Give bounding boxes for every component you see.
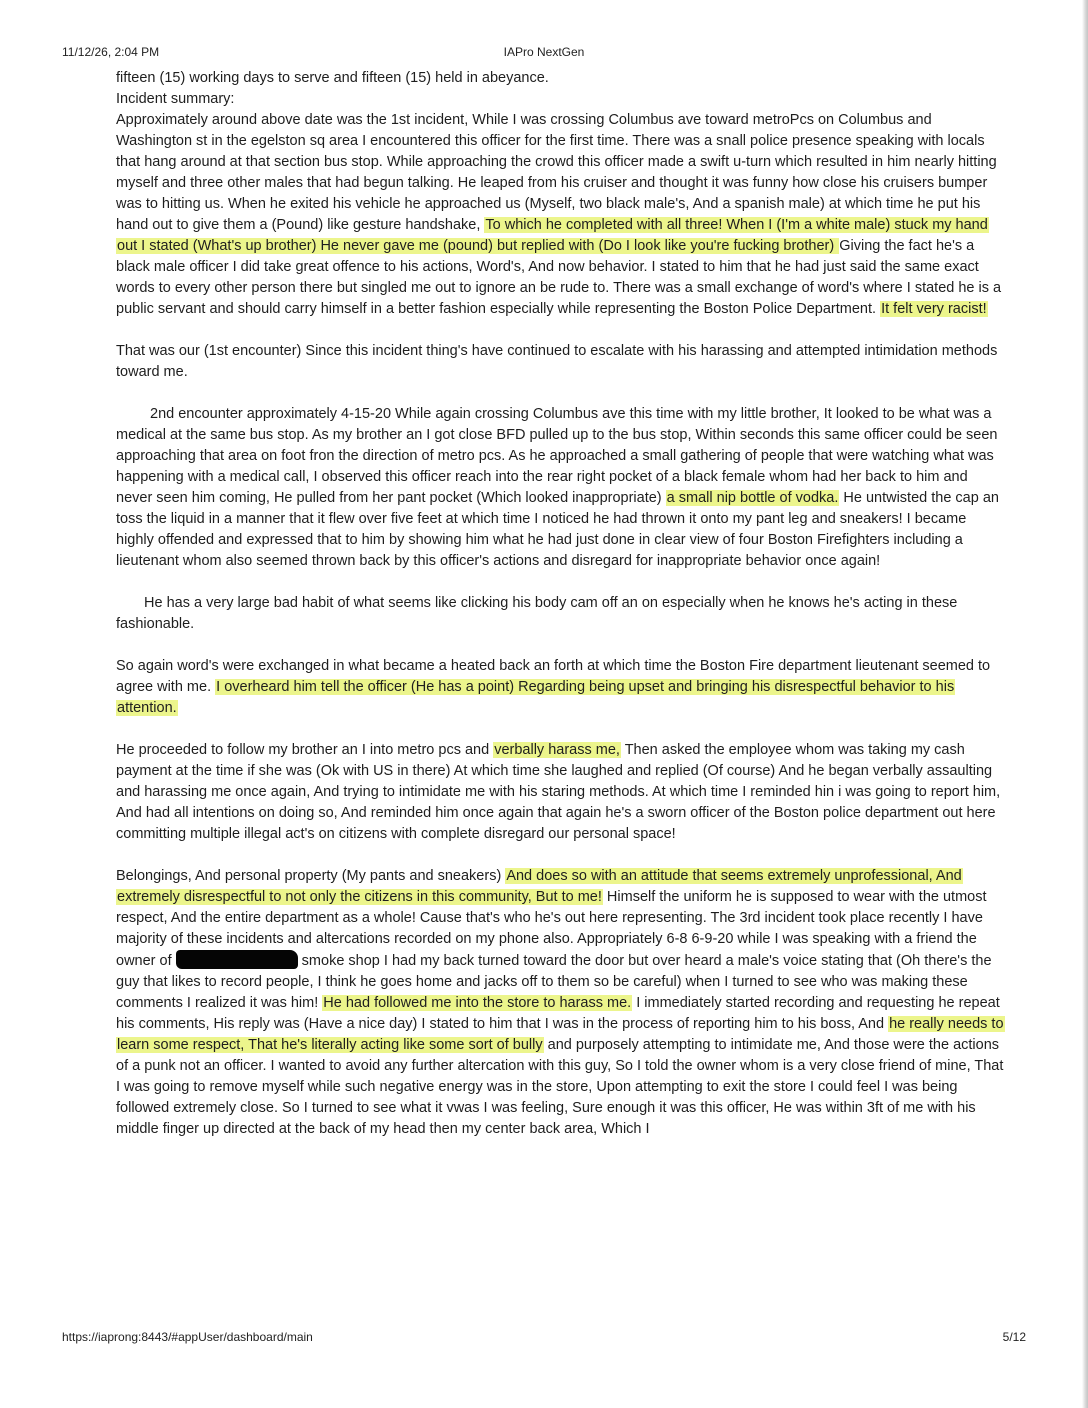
text-run: So again word's were exchanged in what became a heated back an forth at which time the Boston Fire department lieutenant seemed to agree with me. [116,658,991,695]
text-run: He untwisted the cap an toss the liquid in a manner that it flew over five feet at which time I noticed he had thrown it onto my pant leg and sneakers! I became highly offended and expressed that to him by showing him what he had just done in clear view of four Boston Firefighters including a lieutenant whom also seemed thrown back by this officer's actions and disregard for inappropriate behavior once again! [116,490,999,569]
text-run: He proceeded to follow my brother an I into metro pcs and [116,742,494,758]
highlight: he really needs to learn some respect, That he's literally acting like some sort of bully [117,1016,1004,1053]
page-number: 5/12 [1002,1330,1026,1344]
print-date: 11/12/26, 2:04 PM [62,45,160,59]
paragraph-second-encounter [116,404,1006,572]
paragraph-third-incident [116,866,1006,1140]
highlight: To which he completed with all three! When I (I'm a white male) stuck my hand out I stated (What's up brother) He never gave me (pound) but replied with (Do I look like you're fucking brother) [117,217,988,254]
redaction-box [176,950,298,969]
text-run: 2nd encounter approximately 4-15-20 While again crossing Columbus ave this time with my little brother, It looked to be what was a medical at the same bus stop. As my brother an I got close BFD pulled up to the bus stop, Within seconds this same officer could be seen approaching that area on foot fron the direction of metro pcs. As he approached a small gathering of people that were watching what was happening with a medical call, I observed this officer reach into the rear right pocket of a black female whom had her back to him and never seen him coming, He pulled from her pant pocket (Which looked inappropriate) [116,406,998,506]
paragraph-metro-pcs [116,740,1006,845]
incident-summary-heading: Incident summary: [116,91,235,107]
text-run: Approximately around above date was the 1st incident, While I was crossing Columbus ave toward metroPcs on Columbus and Washington st in the egelston sq area I encountered this officer for the first time. There was a snall police presence speaking with locals that hang around at that section bus stop. While approaching the crowd this officer made a swift u-turn which resulted in him nearly hitting myself and three other males that had begun talking. He leaped from his cruiser and thought it was funny how close his cruisers bumper was to hitting us. When he exited his vehicle he approached us (Myself, two black male's, And a spanish male) at which time he put his hand out to give them a (Pound) like gesture handshake, [116,112,997,233]
highlight: And does so with an attitude that seems extremely unprofessional, And extremely disrespectful to not only the citizens in this community, But to me! [117,868,962,905]
penalty-line: fifteen (15) working days to serve and fifteen (15) held in abeyance. [116,70,549,86]
app-name: IAPro NextGen [503,45,585,59]
highlight: He had followed me into the store to harass me. [323,995,632,1011]
paragraph-first-encounter: That was our (1st encounter) Since this incident thing's have continued to escalate with his harassing and attempted intimidation methods toward me. [116,343,998,380]
text-run: Giving the fact he's a black male officer I did take great offence to his actions, Word's, And now behavior. I stated to him that he had just said the same exact words to every other person there but singled me out to ignore an be rude to. There was a small exchange of word's where I stated he is a public servant and should carry himself in a better fashion especially while representing the Boston Police Department. [116,238,1002,317]
document-body [116,68,1006,1140]
paragraph-lieutenant [116,656,1006,719]
print-footer [62,1330,1026,1346]
highlight: It felt very racist! [881,301,987,317]
print-header [62,45,1026,61]
text-run: smoke shop I had my back turned toward the door but over heard a male's voice stating that (Oh there's the guy that likes to record people, I think he goes home and jacks off to them so be careful) when I turned to see who was making these comments I realized it was him! [116,953,992,1011]
text-run: and purposely attempting to intimidate me, And those were the actions of a punk not an officer. I wanted to avoid any further altercation with this guy, So I told the owner whom is a very close friend of mine, That I was going to remove myself while such negative energy was in the store, Upon attempting to exit the store I could feel I was being followed extremely close. So I turned to see what it vwas I was feeling, Sure enough it was this officer, He was within 3ft of me with his middle finger up directed at the back of my head then my center back area, Which I [116,1037,1004,1137]
paragraph-body-cam: He has a very large bad habit of what seems like clicking his body cam off an on especially when he knows he's acting in these fashionable. [116,595,958,632]
text-run: Himself the uniform he is supposed to wear with the utmost respect, And the entire department as a whole! Cause that's who he's out here representing. The 3rd incident took place recently I have majority of these incidents and altercations recorded on my phone also. Appropriately 6-8 6-9-20 while I was speaking with a friend the owner of [116,889,987,969]
scan-edge-shadow [1082,0,1088,1408]
highlight: verbally harass me, [494,742,620,758]
text-run: Belongings, And personal property (My pants and sneakers) [116,868,506,884]
highlight: a small nip bottle of vodka. [666,490,839,506]
text-run: I immediately started recording and requesting he repeat his comments, His reply was (Have a nice day) I stated to him that I was in the process of reporting him to his boss, And [116,995,1000,1032]
text-run: Then asked the employee whom was taking my cash payment at the time if she was (Ok with US in there) At which time she laughed and replied (Of course) And he began verbally assaulting and harassing me once again, And trying to intimidate me with his staring methods. At which time I reminded hin i was going to report him, And had all intentions on doing so, And reminded him once again that again he's a sworn officer of the Boston police department out here committing multiple illegal act's on citizens with complete disregard our personal space! [116,742,1001,842]
paragraph-first-incident [116,110,1006,320]
page-url: https://iaprong:8443/#appUser/dashboard/main [62,1330,313,1344]
highlight: I overheard him tell the officer (He has a point) Regarding being upset and bringing his disrespectful behavior to his attention. [117,679,955,716]
